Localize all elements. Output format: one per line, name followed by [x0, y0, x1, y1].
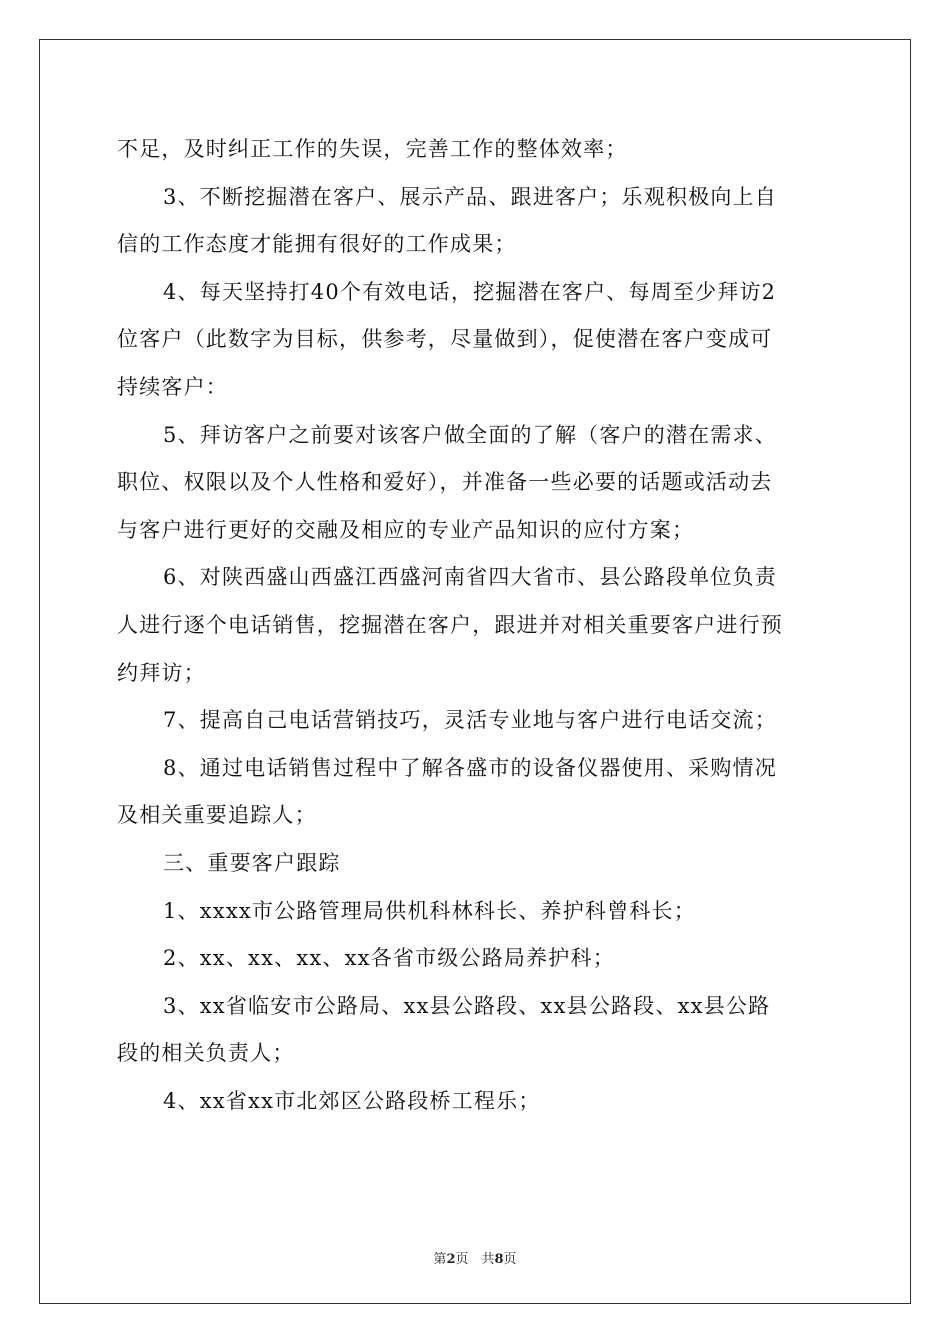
paragraph-line: 约拜访； [117, 660, 206, 685]
paragraph-line: 4、xx省xx市北郊区公路段桥工程乐； [163, 1088, 541, 1113]
paragraph-line: 1、xxxx市公路管理局供机科林科长、养护科曾科长； [163, 898, 696, 923]
footer-page-current: 2 [446, 1252, 456, 1267]
document-body [117, 126, 837, 1125]
paragraph-line: 职位、权限以及个人性格和爱好），并准备一些必要的话题或活动去 [117, 470, 773, 495]
paragraph-line: 3、xx省临安市公路局、xx县公路段、xx县公路段、xx县公路 [163, 993, 771, 1018]
paragraph-line: 位客户（此数字为目标，供参考，尽量做到），促使潜在客户变成可 [117, 327, 773, 352]
page-footer [0, 1248, 950, 1267]
paragraph-line: 信的工作态度才能拥有很好的工作成果； [117, 232, 517, 257]
section-heading: 三、重要客户跟踪 [163, 850, 341, 875]
paragraph-line: 不足，及时纠正工作的失误，完善工作的整体效率； [117, 137, 628, 161]
paragraph-line: 2、xx、xx、xx、xx各省市级公路局养护科； [163, 946, 615, 971]
paragraph-line: 人进行逐个电话销售，挖掘潜在客户，跟进并对相关重要客户进行预 [117, 612, 783, 637]
paragraph-line: 持续客户： [117, 374, 228, 399]
paragraph-line: 4、每天坚持打40个有效电话，挖掘潜在客户、每周至少拜访2 [163, 279, 777, 304]
footer-page-prefix: 第 [433, 1252, 447, 1267]
footer-page-total: 8 [494, 1252, 504, 1267]
paragraph-line: 6、对陕西盛山西盛江西盛河南省四大省市、县公路段单位负责 [163, 565, 777, 590]
paragraph-line: 7、提高自己电话营销技巧，灵活专业地与客户进行电话交流； [163, 708, 777, 733]
paragraph-line: 5、拜访客户之前要对该客户做全面的了解（客户的潜在需求、 [163, 422, 777, 447]
paragraph-line: 3、不断挖掘潜在客户、展示产品、跟进客户；乐观积极向上自 [163, 184, 777, 209]
paragraph-line: 8、通过电话销售过程中了解各盛市的设备仪器使用、采购情况 [163, 755, 777, 780]
paragraph-line: 及相关重要追踪人； [117, 803, 317, 828]
footer-page-suffix: 页 [503, 1252, 517, 1267]
paragraph-line: 与客户进行更好的交融及相应的专业产品知识的应付方案； [117, 517, 695, 542]
paragraph-line: 段的相关负责人； [117, 1041, 295, 1066]
footer-page-mid: 页 共 [455, 1252, 495, 1267]
